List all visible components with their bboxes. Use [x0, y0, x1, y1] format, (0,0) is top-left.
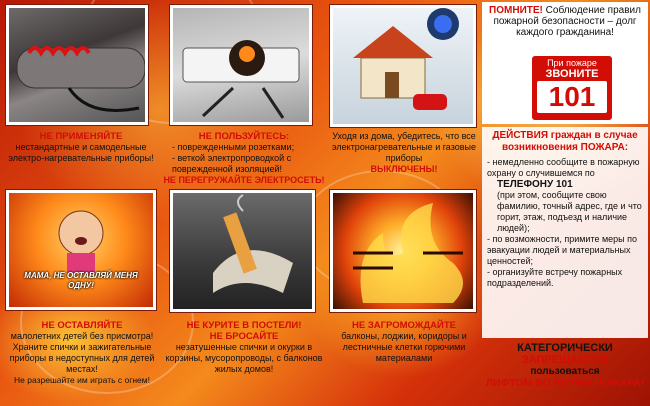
child-photo-caption: МАМА, НЕ ОСТАВЛЯЙ МЕНЯ ОДНУ! — [24, 271, 138, 290]
heater-coil-icon — [9, 8, 145, 122]
remember-body: Соблюдение правил пожарной безопасности – долг каждого гражданина! — [493, 5, 641, 38]
caption-heading: НЕ КУРИТЕ В ПОСТЕЛИ! — [186, 320, 302, 331]
call-label: ЗВОНИТЕ — [545, 68, 599, 80]
caption-heading: НЕ БРОСАЙТЕ — [209, 331, 279, 342]
caption-leaving-home — [330, 131, 478, 175]
caption-body: Храните спички и зажигательные приборы в недоступных для детей местах! — [9, 342, 155, 374]
action-item: - по возможности, примите меры по эвакуации людей и материальных ценностей; — [487, 234, 638, 266]
caption-body: Уходя из дома, убедитесь, что все электронагревательные и газовые приборы — [332, 131, 476, 163]
caption-body: балконы, лоджии, коридоры и лестничные клетки горючими материалами — [341, 331, 467, 363]
caption-heading: НЕ ЗАГРОМОЖДАЙТЕ — [352, 320, 456, 331]
caption-body: нестандартные и самодельные электро-нагревательные приборы! — [8, 142, 154, 163]
emergency-number: 101 — [537, 81, 607, 113]
cigarette-photo — [170, 190, 315, 312]
house-icon — [333, 8, 473, 124]
caption-warning: НЕ ПЕРЕГРУЖАЙТЕ ЭЛЕКТРОСЕТЬ! — [163, 175, 325, 185]
crying-child-icon — [9, 193, 153, 273]
actions-title-red: ДЕЙСТВИЯ — [492, 130, 549, 141]
caption-body: Не разрешайте им играть с огнем! — [14, 375, 150, 385]
remember-box — [482, 2, 648, 124]
actions-title — [482, 127, 648, 154]
caption-sockets — [160, 131, 328, 186]
caption-clutter — [330, 320, 478, 364]
call-badge — [532, 56, 612, 120]
child-photo — [6, 190, 156, 310]
forbid-line: ЛИФТОМ ВО ВРЕМЯ ПОЖАРА! — [485, 377, 645, 389]
action-phone: ТЕЛЕФОНУ 101 — [497, 179, 573, 190]
house-gas-photo — [330, 5, 476, 127]
caption-heading: НЕ ПРИМЕНЯЙТЕ — [39, 131, 123, 142]
elevator-warning — [482, 340, 648, 406]
flames-icon — [333, 193, 473, 309]
damaged-socket-photo — [170, 5, 312, 125]
caption-body: незатушенные спички и окурки в корзины, мусоропроводы, с балконов жилых домов! — [165, 342, 323, 374]
remember-label: ПОМНИТЕ! — [489, 5, 543, 16]
caption-children — [2, 320, 162, 386]
burning-hallway-photo — [330, 190, 476, 312]
heater-photo — [6, 5, 148, 125]
forbid-line: КАТЕГОРИЧЕСКИ — [517, 342, 613, 354]
caption-heading: НЕ ПОЛЬЗУЙТЕСЬ: — [198, 131, 290, 142]
action-item: - немедленно сообщите в пожарную охрану о случившемся по — [487, 157, 640, 178]
forbid-line: ЗАПРЕЩАЕТСЯ — [521, 354, 609, 366]
caption-smoking — [162, 320, 326, 375]
remember-text — [482, 2, 648, 38]
fire-label: При пожаре — [547, 58, 597, 68]
burnt-socket-icon — [173, 8, 309, 122]
actions-title-rest: граждан в случае возникновения — [501, 130, 638, 153]
actions-box — [482, 127, 648, 338]
actions-title-end: ПОЖАРА: — [580, 142, 629, 153]
action-note: (при этом, сообщите свою фамилию, точный адрес, где и что горит, этаж, подъезд и наличие людей); — [497, 190, 642, 233]
cigarette-icon — [173, 193, 312, 309]
caption-line: - веткой электропроводкой с поврежденной изоляцией! — [172, 153, 292, 174]
caption-heading: НЕ ОСТАВЛЯЙТЕ — [41, 320, 123, 331]
action-item: - организуйте встречу пожарных подразделений. — [487, 267, 623, 288]
forbid-line: пользоваться — [530, 366, 600, 377]
caption-emphasis: ВЫКЛЮЧЕНЫ! — [370, 164, 438, 174]
caption-heaters — [6, 131, 156, 164]
actions-list — [482, 154, 648, 289]
caption-line: - поврежденными розетками; — [172, 142, 295, 152]
caption-body: малолетних детей без присмотра! — [10, 331, 154, 341]
